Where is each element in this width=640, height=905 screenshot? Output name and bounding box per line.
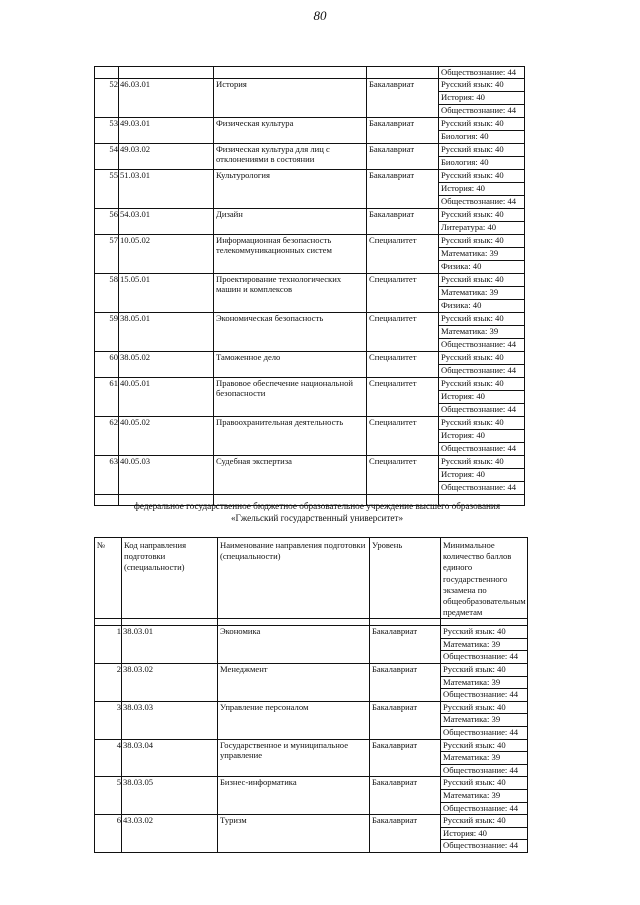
table-row: [95, 313, 525, 326]
subject-min-score: История: 40: [439, 469, 525, 482]
education-level: Специалитет: [367, 235, 439, 274]
education-level: Специалитет: [367, 417, 439, 456]
empty-cell: [370, 619, 441, 626]
program-code: 38.05.01: [119, 313, 214, 352]
header-number: №: [95, 538, 122, 619]
subject-min-score: Физика: 40: [439, 261, 525, 274]
row-number: 55: [95, 170, 119, 209]
program-name: Бизнес-информатика: [218, 777, 370, 815]
empty-cell: [122, 619, 218, 626]
subject-min-score: Обществознание: 44: [441, 689, 528, 702]
program-code: 38.03.03: [122, 701, 218, 739]
program-code: 43.03.02: [122, 815, 218, 853]
subject-min-score: Русский язык: 40: [439, 313, 525, 326]
empty-cell: [119, 67, 214, 79]
subject-min-score: История: 40: [441, 827, 528, 840]
subject-min-score: Обществознание: 44: [441, 764, 528, 777]
program-code: 40.05.01: [119, 378, 214, 417]
subject-min-score: Физика: 40: [439, 300, 525, 313]
subject-min-score: Русский язык: 40: [441, 815, 528, 828]
row-number: 6: [95, 815, 122, 853]
subject-min-score: Обществознание: 44: [439, 67, 525, 79]
subject-min-score: Математика: 39: [439, 287, 525, 300]
row-number: 58: [95, 274, 119, 313]
program-name: Правовое обеспечение национальной безопасности: [214, 378, 367, 417]
row-number: 3: [95, 701, 122, 739]
table-row: [95, 378, 525, 391]
header-code: Код направления подготовки (специальности): [122, 538, 218, 619]
empty-cell: [214, 67, 367, 79]
subject-min-score: Обществознание: 44: [439, 404, 525, 417]
program-code: 51.03.01: [119, 170, 214, 209]
subject-min-score: Обществознание: 44: [439, 443, 525, 456]
subject-min-score: История: 40: [439, 92, 525, 105]
subject-min-score: Биология: 40: [439, 157, 525, 170]
row-number: 60: [95, 352, 119, 378]
subject-min-score: Русский язык: 40: [439, 456, 525, 469]
education-level: Специалитет: [367, 313, 439, 352]
subject-min-score: Русский язык: 40: [439, 274, 525, 287]
education-level: Специалитет: [367, 274, 439, 313]
empty-cell: [367, 67, 439, 79]
subject-min-score: Обществознание: 44: [439, 339, 525, 352]
education-level: Бакалавриат: [367, 209, 439, 235]
subject-min-score: Русский язык: 40: [441, 701, 528, 714]
subject-min-score: Обществознание: 44: [441, 726, 528, 739]
program-name: Экономика: [218, 626, 370, 664]
education-level: Бакалавриат: [367, 144, 439, 170]
subject-min-score: Обществознание: 44: [441, 840, 528, 853]
education-level: Специалитет: [367, 378, 439, 417]
subject-min-score: Русский язык: 40: [441, 739, 528, 752]
subject-min-score: Русский язык: 40: [441, 626, 528, 639]
subject-min-score: Русский язык: 40: [439, 144, 525, 157]
empty-cell: [95, 67, 119, 79]
row-number: 59: [95, 313, 119, 352]
subject-min-score: Обществознание: 44: [439, 196, 525, 209]
subject-min-score: Русский язык: 40: [439, 378, 525, 391]
education-level: Бакалавриат: [370, 663, 441, 701]
table-row: [95, 144, 525, 157]
program-name: История: [214, 79, 367, 118]
header-min-score: Минимальное количество баллов единого государственного экзамена по общеобразовательным предметам: [441, 538, 528, 619]
row-number: 62: [95, 417, 119, 456]
page-number: 80: [313, 8, 327, 23]
empty-cell: [218, 619, 370, 626]
program-name: Менеджмент: [218, 663, 370, 701]
subject-min-score: Русский язык: 40: [439, 118, 525, 131]
subject-min-score: Биология: 40: [439, 131, 525, 144]
header-spacer-row: [95, 619, 528, 626]
table-header-row: [95, 538, 528, 619]
program-code: 38.03.02: [122, 663, 218, 701]
program-name: Правоохранительная деятельность: [214, 417, 367, 456]
header-name: Наименование направления подготовки (специальности): [218, 538, 370, 619]
table-row: [95, 352, 525, 365]
table-row: [95, 170, 525, 183]
subject-min-score: Обществознание: 44: [441, 802, 528, 815]
program-code: 40.05.02: [119, 417, 214, 456]
program-code: 10.05.02: [119, 235, 214, 274]
education-level: Бакалавриат: [370, 701, 441, 739]
subject-min-score: Математика: 39: [441, 752, 528, 765]
program-name: Таможенное дело: [214, 352, 367, 378]
row-number: 2: [95, 663, 122, 701]
program-name: Физическая культура: [214, 118, 367, 144]
subject-min-score: Математика: 39: [441, 714, 528, 727]
program-code: 54.03.01: [119, 209, 214, 235]
program-name: Дизайн: [214, 209, 367, 235]
program-name: Проектирование технологических машин и комплексов: [214, 274, 367, 313]
subject-min-score: История: 40: [439, 391, 525, 404]
program-name: Судебная экспертиза: [214, 456, 367, 495]
institution-caption: федеральное государственное бюджетное образовательное учреждение высшего образования «Гжельский государственный университет»: [133, 501, 501, 524]
program-code: 46.03.01: [119, 79, 214, 118]
row-number: 53: [95, 118, 119, 144]
subject-min-score: Обществознание: 44: [439, 105, 525, 118]
subject-min-score: Математика: 39: [441, 676, 528, 689]
table-row: [95, 777, 528, 790]
program-name: Информационная безопасность телекоммуникационных систем: [214, 235, 367, 274]
program-name: Управление персоналом: [218, 701, 370, 739]
subject-min-score: Математика: 39: [439, 326, 525, 339]
subject-min-score: Литература: 40: [439, 222, 525, 235]
subject-min-score: Математика: 39: [441, 789, 528, 802]
program-name: Физическая культура для лиц с отклонениями в состоянии: [214, 144, 367, 170]
education-level: Бакалавриат: [370, 815, 441, 853]
row-number: 5: [95, 777, 122, 815]
continuation-row: [95, 67, 525, 79]
table-row: [95, 701, 528, 714]
education-level: Бакалавриат: [367, 79, 439, 118]
row-number: 61: [95, 378, 119, 417]
program-code: 15.05.01: [119, 274, 214, 313]
row-number: 56: [95, 209, 119, 235]
program-code: 38.03.01: [122, 626, 218, 664]
subject-min-score: Русский язык: 40: [439, 235, 525, 248]
program-name: Туризм: [218, 815, 370, 853]
table-row: [95, 79, 525, 92]
subject-min-score: Русский язык: 40: [441, 663, 528, 676]
subject-min-score: Русский язык: 40: [439, 352, 525, 365]
table-row: [95, 274, 525, 287]
subject-min-score: История: 40: [439, 430, 525, 443]
program-name: Экономическая безопасность: [214, 313, 367, 352]
row-number: 52: [95, 79, 119, 118]
subject-min-score: Математика: 39: [439, 248, 525, 261]
subject-min-score: Русский язык: 40: [441, 777, 528, 790]
row-number: 54: [95, 144, 119, 170]
education-level: Бакалавриат: [370, 626, 441, 664]
program-code: 40.05.03: [119, 456, 214, 495]
empty-cell: [441, 619, 528, 626]
subject-min-score: Русский язык: 40: [439, 209, 525, 222]
subject-min-score: Русский язык: 40: [439, 170, 525, 183]
subject-min-score: Обществознание: 44: [439, 365, 525, 378]
subject-min-score: Русский язык: 40: [439, 79, 525, 92]
program-code: 38.03.04: [122, 739, 218, 777]
education-level: Бакалавриат: [367, 118, 439, 144]
subject-min-score: Математика: 39: [441, 638, 528, 651]
table-row: [95, 417, 525, 430]
row-number: 63: [95, 456, 119, 495]
table-row: [95, 626, 528, 639]
program-code: 38.03.05: [122, 777, 218, 815]
program-code: 38.05.02: [119, 352, 214, 378]
table-row: [95, 209, 525, 222]
education-level: Специалитет: [367, 352, 439, 378]
education-level: Бакалавриат: [370, 777, 441, 815]
education-level: Бакалавриат: [370, 739, 441, 777]
table-row: [95, 456, 525, 469]
program-code: 49.03.02: [119, 144, 214, 170]
program-code: 49.03.01: [119, 118, 214, 144]
subject-min-score: Русский язык: 40: [439, 417, 525, 430]
programs-table-continued: [94, 66, 525, 506]
education-level: Специалитет: [367, 456, 439, 495]
education-level: Бакалавриат: [367, 170, 439, 209]
table-row: [95, 815, 528, 828]
subject-min-score: Обществознание: 44: [441, 651, 528, 664]
subject-min-score: Обществознание: 44: [439, 482, 525, 495]
gzhel-university-programs-table: [94, 537, 528, 853]
table-row: [95, 118, 525, 131]
empty-cell: [95, 619, 122, 626]
row-number: 4: [95, 739, 122, 777]
table-row: [95, 663, 528, 676]
program-name: Культурология: [214, 170, 367, 209]
header-level: Уровень: [370, 538, 441, 619]
table-row: [95, 235, 525, 248]
subject-min-score: История: 40: [439, 183, 525, 196]
table-row: [95, 739, 528, 752]
program-name: Государственное и муниципальное управление: [218, 739, 370, 777]
row-number: 57: [95, 235, 119, 274]
row-number: 1: [95, 626, 122, 664]
